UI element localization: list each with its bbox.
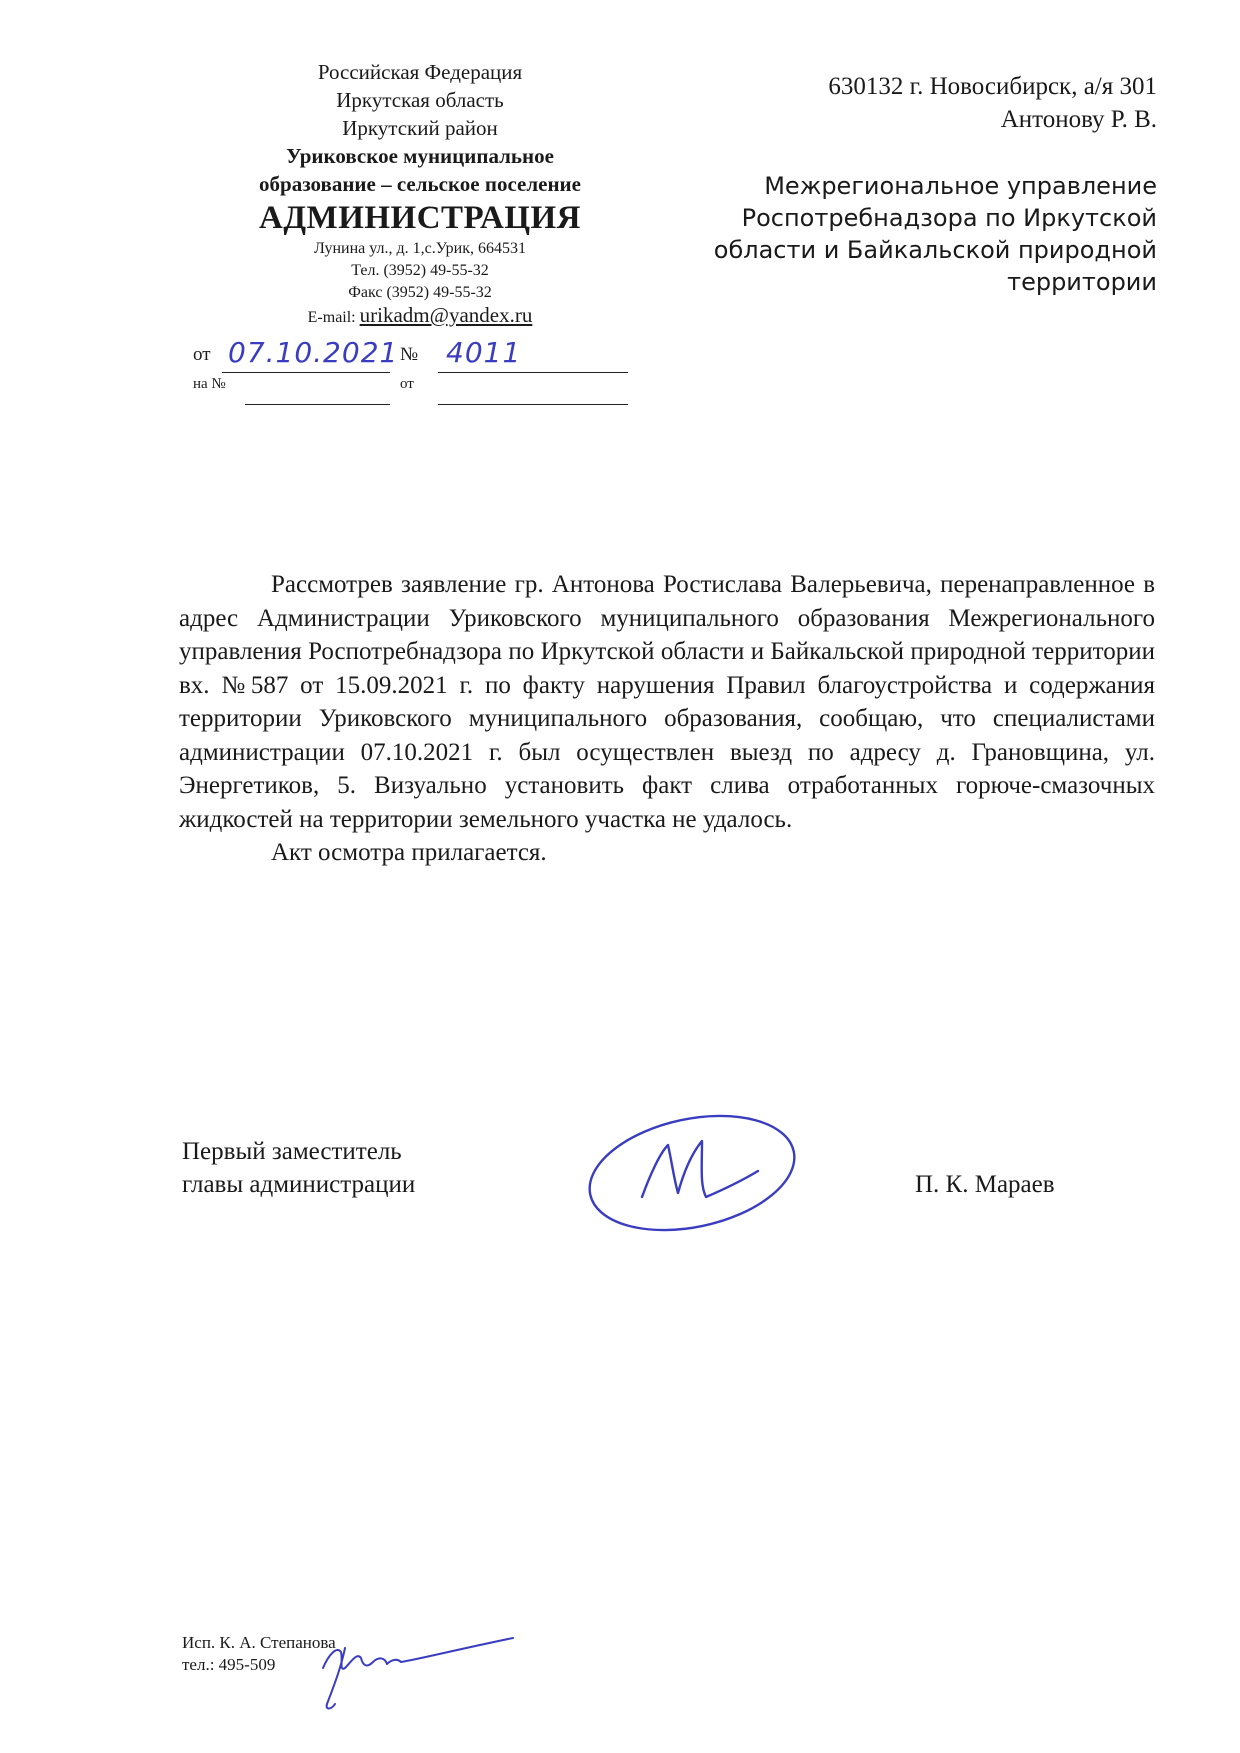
email-label: E-mail: [307,309,356,326]
letterhead-address: Лунина ул., д. 1,с.Урик, 664531 [313,240,527,257]
reg-from-date: 07.10.2021 [228,336,399,369]
letterhead-municipality-line2: образование – сельское поселение [259,172,581,196]
letterhead-title: АДМИНИСТРАЦИЯ [259,200,581,236]
letterhead-email-row [200,304,640,329]
addressee-org-line4: территории [1007,268,1157,296]
addressee [828,70,1157,136]
body-paragraph-1: Рассмотрев заявление гр. Антонова Ростислава Валерьевича, перенаправленное в адрес Администрации Уриковского муниципального образования Межрегионального управления Роспотребнадзора по Иркутской области и Байкальской природной территории вх. №587 от 15.09.2021 г. по факту нарушения Правил благоустройства и содержания территории Уриковского муниципального образования, сообщаю, что специалистами администрации 07.10.2021 г. был осуществлен выезд по адресу д. Грановщина, ул. Энергетиков, 5. Визуально установить факт слива отработанных горюче-смазочных жидкостей на территории земельного участка не удалось. [179,571,1155,833]
reg-number-underline [438,372,628,373]
handwritten-signature [580,1105,810,1240]
reg-ref-underline [245,404,390,405]
letterhead-region: Иркутская область [336,88,504,112]
reg-ref-from-underline [438,404,628,405]
signature-position [182,1135,415,1201]
email-link[interactable]: urikadm@yandex.ru [359,303,533,327]
letterhead-phone: Тел. (3952) 49-55-32 [351,262,489,279]
reg-from-underline [222,372,390,373]
executor-phone: тел.: 495-509 [182,1655,276,1674]
reg-number-label: № [400,344,419,365]
reg-from-label: от [193,344,211,365]
reg-number: 4011 [446,336,522,369]
executor-name: Исп. К. А. Степанова [182,1633,336,1652]
addressee-line2: Антонову Р. В. [1000,106,1157,133]
addressee-org [714,170,1157,298]
reg-ref-from-label: от [400,376,414,392]
letterhead-fax: Факс (3952) 49-55-32 [348,284,492,301]
addressee-line1: 630132 г. Новосибирск, а/я 301 [828,73,1157,100]
signature-position-line2: главы администрации [182,1171,416,1198]
addressee-org-line1: Межрегиональное управление [764,172,1157,200]
letterhead-country: Российская Федерация [317,60,523,84]
addressee-org-line3: области и Байкальской природной [713,236,1157,264]
executor-signature [315,1618,520,1713]
executor-block [182,1632,336,1676]
letterhead-municipality-line1: Уриковское муниципальное [286,144,554,168]
reg-ref-label: на № [193,376,226,392]
letterhead-district: Иркутский район [342,116,498,140]
letter-body [179,568,1155,870]
signature-position-line1: Первый заместитель [182,1138,402,1165]
body-paragraph-2: Акт осмотра прилагается. [271,839,547,866]
addressee-org-line2: Роспотребнадзора по Иркутской [741,204,1157,232]
letterhead [200,58,640,329]
signatory-name: П. К. Мараев [915,1171,1055,1198]
